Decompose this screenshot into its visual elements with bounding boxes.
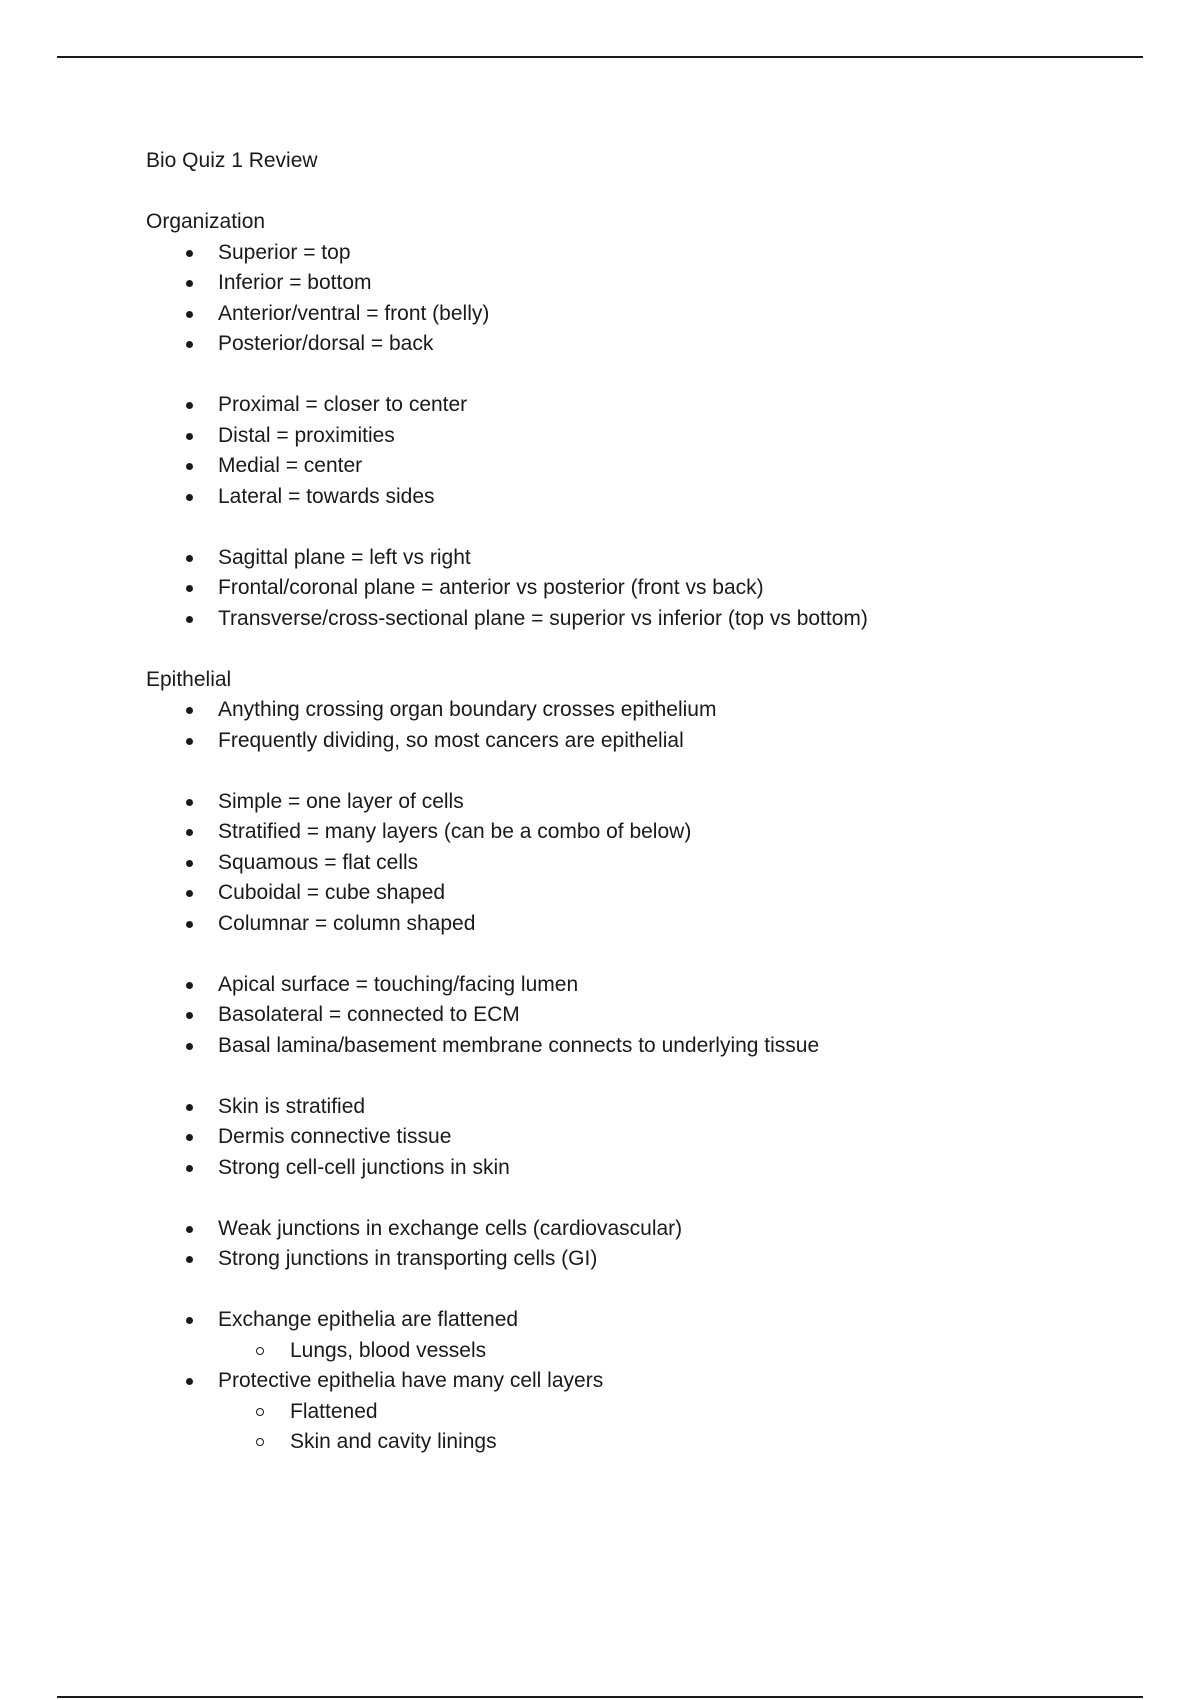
bullet-list	[146, 543, 1146, 635]
list-item: Protective epithelia have many cell layers	[146, 1366, 1146, 1397]
bullet-list	[146, 238, 1146, 360]
list-item: Strong junctions in transporting cells (GI)	[146, 1244, 1146, 1275]
list-item: Basal lamina/basement membrane connects to underlying tissue	[146, 1031, 1146, 1062]
spacer	[146, 1275, 1146, 1306]
sub-list-item: Flattened	[146, 1397, 1146, 1428]
page-title: Bio Quiz 1 Review	[146, 149, 318, 172]
spacer	[146, 634, 1146, 665]
section-heading-organization: Organization	[146, 210, 266, 233]
bullet-list	[146, 695, 1146, 756]
list-item: Transverse/cross-sectional plane = superior vs inferior (top vs bottom)	[146, 604, 1146, 635]
sub-list-item: Skin and cavity linings	[146, 1427, 1146, 1458]
spacer	[146, 360, 1146, 391]
list-item: Weak junctions in exchange cells (cardiovascular)	[146, 1214, 1146, 1245]
spacer	[146, 1061, 1146, 1092]
bullet-list	[146, 970, 1146, 1062]
bullet-list	[146, 1305, 1146, 1458]
list-item: Apical surface = touching/facing lumen	[146, 970, 1146, 1001]
list-item: Dermis connective tissue	[146, 1122, 1146, 1153]
list-item: Distal = proximities	[146, 421, 1146, 452]
list-item: Cuboidal = cube shaped	[146, 878, 1146, 909]
spacer	[146, 756, 1146, 787]
list-item: Squamous = flat cells	[146, 848, 1146, 879]
spacer	[146, 177, 1146, 208]
section-heading-epithelial: Epithelial	[146, 667, 232, 691]
list-item: Stratified = many layers (can be a combo of below)	[146, 817, 1146, 848]
list-item: Simple = one layer of cells	[146, 787, 1146, 818]
list-item: Frontal/coronal plane = anterior vs posterior (front vs back)	[146, 573, 1146, 604]
sub-list-item: Lungs, blood vessels	[146, 1336, 1146, 1367]
footer-rule	[57, 1696, 1143, 1698]
list-item: Columnar = column shaped	[146, 909, 1146, 940]
list-item: Anything crossing organ boundary crosses epithelium	[146, 695, 1146, 726]
list-item: Superior = top	[146, 238, 1146, 269]
list-item: Proximal = closer to center	[146, 390, 1146, 421]
list-item: Exchange epithelia are flattened	[146, 1305, 1146, 1336]
spacer	[146, 1183, 1146, 1214]
list-item: Lateral = towards sides	[146, 482, 1146, 513]
spacer	[146, 939, 1146, 970]
list-item: Strong cell-cell junctions in skin	[146, 1153, 1146, 1184]
bullet-list	[146, 1214, 1146, 1275]
list-item: Frequently dividing, so most cancers are epithelial	[146, 726, 1146, 757]
document-body	[146, 146, 1146, 1458]
list-item: Posterior/dorsal = back	[146, 329, 1146, 360]
list-item: Skin is stratified	[146, 1092, 1146, 1123]
bullet-list	[146, 1092, 1146, 1184]
list-item: Basolateral = connected to ECM	[146, 1000, 1146, 1031]
header-rule	[57, 56, 1143, 58]
bullet-list	[146, 390, 1146, 512]
list-item: Medial = center	[146, 451, 1146, 482]
list-item: Sagittal plane = left vs right	[146, 543, 1146, 574]
bullet-list	[146, 787, 1146, 940]
list-item: Anterior/ventral = front (belly)	[146, 299, 1146, 330]
spacer	[146, 512, 1146, 543]
list-item: Inferior = bottom	[146, 268, 1146, 299]
